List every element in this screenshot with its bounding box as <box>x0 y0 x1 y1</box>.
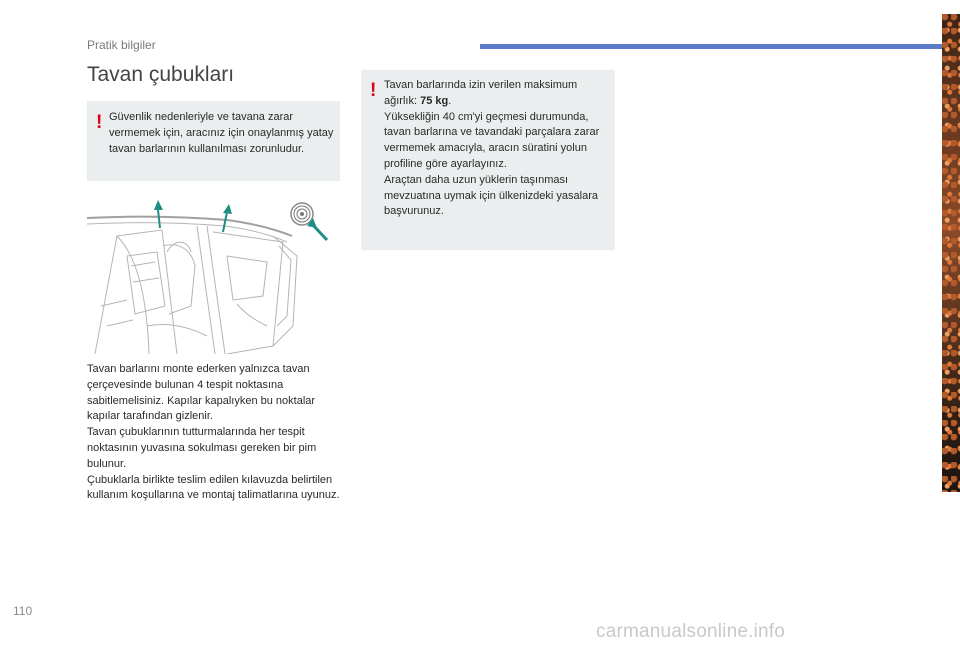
instructions-paragraph-1: Tavan barlarını monte ederken yalnızca tavan çerçevesinde bulunan 4 tespit noktasına sabitlemelisiniz. Kapılar kapalıyken bu noktalar kapılar tarafından gizlenir. <box>87 363 316 423</box>
warning-right-height: Yüksekliğin 40 cm'yi geçmesi durumunda, tavan barlarına ve tavandaki parçalara zarar vermemek amacıyla, aracın süratini yolun profiline göre ayarlayınız. <box>384 110 600 170</box>
page-number: 110 <box>13 604 33 618</box>
weight-suffix: . <box>448 94 452 107</box>
warning-box-left <box>87 101 340 181</box>
side-photo-strip <box>942 14 960 492</box>
warning-box-right <box>361 70 615 250</box>
header-rule <box>480 44 942 49</box>
warning-left-text <box>109 110 337 157</box>
section-label: Pratik bilgiler <box>87 38 156 52</box>
instructions-paragraph-3: Çubuklarla birlikte teslim edilen kılavuzda belirtilen kullanım koşullarına ve montaj talimatlarına uyunuz. <box>87 473 340 502</box>
instructions-text <box>87 362 349 504</box>
warning-right-weight <box>384 78 612 110</box>
car-roof-illustration <box>87 196 340 354</box>
exclamation-icon: ! <box>96 112 103 133</box>
instructions-paragraph-2: Tavan çubuklarının tutturmalarında her tespit noktasının yuvasına sokulması gereken bir pim bulunur. <box>87 426 317 470</box>
warning-right-law: Araçtan daha uzun yüklerin taşınması mevzuatına uymak için ülkenizdeki yasalara başvurunuz. <box>384 173 598 218</box>
warning-right-text <box>384 78 612 220</box>
warning-left-paragraph: Güvenlik nedenleriyle ve tavana zarar vermemek için, aracınız için onaylanmış yatay tavan barlarının kullanılması zorunludur. <box>109 111 334 155</box>
weight-label: Tavan barlarında izin verilen maksimum ağırlık: <box>384 79 578 107</box>
weight-value: 75 kg <box>420 94 449 107</box>
exclamation-icon: ! <box>370 80 377 101</box>
page-title: Tavan çubukları <box>87 63 235 86</box>
watermark: carmanualsonline.info <box>596 621 786 642</box>
